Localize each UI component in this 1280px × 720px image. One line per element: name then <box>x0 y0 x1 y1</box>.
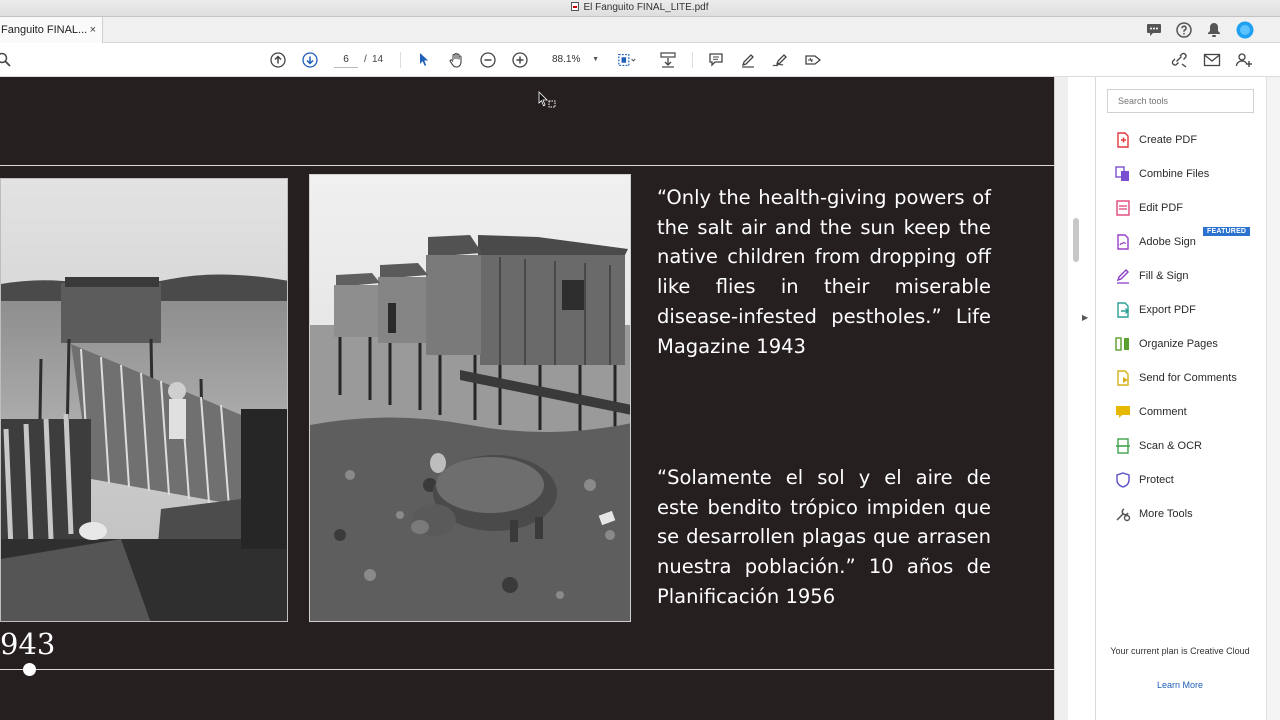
create-pdf-icon <box>1114 131 1132 149</box>
export-pdf-icon <box>1114 301 1132 319</box>
featured-badge: FEATURED <box>1203 227 1250 236</box>
quote-english: “Only the health-giving powers of the salt air and the sun keep the native children from dropping off like flies in their miserable disease-infested pestholes.” Life Magazine 1943 <box>657 186 991 358</box>
tool-create-pdf[interactable]: Create PDF <box>1114 129 1264 151</box>
page-fit-icon[interactable] <box>617 50 637 70</box>
window-title: El Fanguito FINAL_LITE.pdf <box>583 2 709 13</box>
tool-send-for-comments[interactable]: Send for Comments <box>1114 367 1264 389</box>
tool-adobe-sign[interactable]: Adobe Sign <box>1114 231 1264 253</box>
next-page-icon[interactable] <box>300 50 320 70</box>
pdf-page-slide <box>0 77 1054 720</box>
chat-icon[interactable] <box>1145 21 1163 39</box>
stamp-tag-icon[interactable] <box>803 50 823 70</box>
tab-bar <box>0 17 1280 43</box>
learn-more-link[interactable]: Learn More <box>1156 680 1204 690</box>
edit-pdf-icon <box>1114 199 1132 217</box>
chevron-down-icon: ▼ <box>592 56 599 63</box>
tool-more-tools[interactable]: More Tools <box>1114 503 1264 525</box>
comment-icon <box>1114 403 1132 421</box>
slide-divider-top <box>0 165 1054 166</box>
share-link-icon[interactable] <box>1169 50 1189 70</box>
organize-pages-icon <box>1114 335 1132 353</box>
tools-pane-scrollbar[interactable] <box>1266 77 1280 720</box>
send-comments-icon <box>1114 369 1132 387</box>
search-tools-input[interactable] <box>1107 89 1254 113</box>
timeline-marker <box>23 663 36 676</box>
page-separator: / <box>364 54 367 65</box>
tool-edit-pdf[interactable]: Edit PDF <box>1114 197 1264 219</box>
tool-combine-files[interactable]: Combine Files <box>1114 163 1264 185</box>
toolbar-divider <box>692 52 693 68</box>
page-total: 14 <box>372 54 384 65</box>
previous-page-icon[interactable] <box>268 50 288 70</box>
timeline-year-label: 943 <box>0 627 56 661</box>
document-tab-label: Fanguito FINAL... <box>1 24 88 36</box>
tool-export-pdf[interactable]: Export PDF <box>1114 299 1264 321</box>
plan-info-text: Your current plan is Creative Cloud <box>1110 646 1250 656</box>
fill-sign-icon <box>1114 267 1132 285</box>
quote-spanish: “Solamente el sol y el aire de este bendito trópico impiden que se desarrollen plagas que arrasen nuestra población.” 10 años de Planificación 1956 <box>657 466 991 608</box>
add-person-icon[interactable] <box>1234 50 1254 70</box>
pdf-file-icon <box>571 2 579 11</box>
draw-freeform-icon[interactable] <box>771 50 791 70</box>
notifications-bell-icon[interactable] <box>1205 21 1223 39</box>
zoom-level-dropdown[interactable] <box>545 52 605 68</box>
timeline-line <box>0 669 1054 670</box>
add-comment-icon[interactable] <box>706 50 726 70</box>
tool-comment[interactable]: Comment <box>1114 401 1264 423</box>
mouse-cursor-icon <box>538 91 558 111</box>
protect-icon <box>1114 471 1132 489</box>
combine-files-icon <box>1114 165 1132 183</box>
page-number-input[interactable] <box>334 52 358 68</box>
document-scrollbar[interactable] <box>1054 77 1068 720</box>
tool-organize-pages[interactable]: Organize Pages <box>1114 333 1264 355</box>
toolbar-divider <box>400 52 401 68</box>
window-title-bar <box>0 0 1280 17</box>
search-icon[interactable] <box>0 50 14 70</box>
zoom-level-value: 88.1% <box>552 54 581 65</box>
hand-pan-icon[interactable] <box>446 50 466 70</box>
document-tab[interactable] <box>0 17 103 43</box>
tool-scan-ocr[interactable]: Scan & OCR <box>1114 435 1264 457</box>
tool-fill-sign[interactable]: Fill & Sign <box>1114 265 1264 287</box>
adobe-sign-icon <box>1114 233 1132 251</box>
email-envelope-icon[interactable] <box>1202 50 1222 70</box>
photo-shack-walkway <box>0 178 288 622</box>
scroll-mode-icon[interactable] <box>658 50 678 70</box>
photo-stilt-houses-pig <box>309 174 631 622</box>
scrollbar-thumb[interactable] <box>1073 218 1079 262</box>
tools-pane <box>1095 77 1266 720</box>
help-icon[interactable] <box>1175 21 1193 39</box>
scan-ocr-icon <box>1114 437 1132 455</box>
user-avatar[interactable] <box>1236 21 1254 39</box>
main-toolbar <box>0 43 1280 77</box>
highlight-pen-icon[interactable] <box>738 50 758 70</box>
select-pointer-icon[interactable] <box>414 50 434 70</box>
tab-close-icon[interactable]: × <box>89 24 96 36</box>
zoom-out-icon[interactable] <box>478 50 498 70</box>
collapse-panel-arrow-icon[interactable]: ▶ <box>1082 313 1089 322</box>
tool-protect[interactable]: Protect <box>1114 469 1264 491</box>
zoom-in-icon[interactable] <box>510 50 530 70</box>
document-viewport[interactable] <box>0 77 1068 720</box>
more-tools-icon <box>1114 505 1132 523</box>
